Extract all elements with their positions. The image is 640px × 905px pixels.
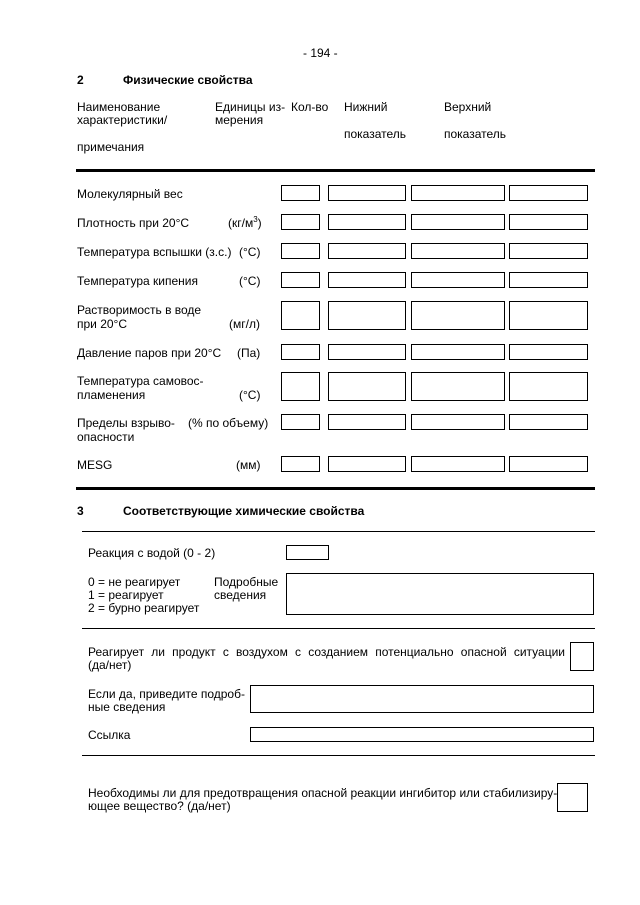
row-label: Пределы взрыво- — [77, 416, 175, 430]
field[interactable] — [328, 185, 406, 201]
field[interactable] — [328, 344, 406, 360]
water-scale-0: 0 = не реагирует — [88, 575, 181, 589]
upper-field[interactable] — [509, 214, 588, 230]
upper-field[interactable] — [509, 272, 588, 288]
header-units-line1: Единицы из- — [215, 100, 286, 114]
field[interactable] — [328, 272, 406, 288]
row-label: MESG — [77, 458, 113, 472]
unit-text: (кг/м — [228, 216, 254, 230]
lower-field[interactable] — [411, 272, 505, 288]
unit-close: ) — [257, 216, 262, 230]
lower-field[interactable] — [411, 243, 505, 259]
upper-field[interactable] — [509, 344, 588, 360]
section-2-number: 2 — [77, 73, 84, 87]
field[interactable] — [328, 456, 406, 472]
lower-field[interactable] — [411, 214, 505, 230]
lower-field[interactable] — [411, 185, 505, 201]
upper-field[interactable] — [509, 414, 588, 430]
row-unit: (мг/л) — [229, 317, 260, 331]
lower-field[interactable] — [411, 372, 505, 401]
header-lower-line2: показатель — [344, 127, 407, 141]
row-label-line2: при 20°C — [77, 317, 128, 331]
qty-field[interactable] — [281, 301, 320, 330]
if-yes-label-line2: ные сведения — [88, 700, 166, 714]
field[interactable] — [328, 372, 406, 401]
row-unit: (% по объему) — [188, 416, 269, 430]
lower-field[interactable] — [411, 301, 505, 330]
water-details-field[interactable] — [286, 573, 594, 615]
upper-field[interactable] — [509, 456, 588, 472]
details-label-line2: сведения — [214, 588, 267, 602]
upper-field[interactable] — [509, 372, 588, 401]
header-upper-line1: Верхний — [444, 100, 492, 114]
air-question: Реагирует ли продукт с воздухом с созданием потенциально опасной ситуации — [88, 645, 565, 659]
header-name-line2: характеристики/ — [77, 113, 168, 127]
header-name-line1: Наименование — [77, 100, 161, 114]
lower-field[interactable] — [411, 456, 505, 472]
field[interactable] — [328, 301, 406, 330]
row-unit — [228, 216, 262, 230]
qty-field[interactable] — [281, 372, 320, 401]
qty-field[interactable] — [281, 214, 320, 230]
if-yes-details-field[interactable] — [250, 685, 594, 713]
section-3-number: 3 — [77, 504, 84, 518]
inhibitor-question-line2: ющее вещество? (да/нет) — [88, 799, 231, 813]
divider — [76, 487, 595, 490]
qty-field[interactable] — [281, 344, 320, 360]
section-3-title: Соответствующие химические свойства — [123, 504, 365, 518]
water-scale-1: 1 = реагирует — [88, 588, 164, 602]
row-unit: (мм) — [236, 458, 261, 472]
air-answer-field[interactable] — [570, 642, 594, 671]
upper-field[interactable] — [509, 185, 588, 201]
header-name-line3: примечания — [77, 140, 145, 154]
qty-field[interactable] — [281, 414, 320, 430]
row-label: Температура вспышки (з.с.) — [77, 245, 232, 259]
details-label-line1: Подробные — [214, 575, 279, 589]
qty-field[interactable] — [281, 185, 320, 201]
qty-field[interactable] — [281, 272, 320, 288]
divider — [76, 169, 595, 172]
if-yes-label-line1: Если да, приведите подроб- — [88, 687, 245, 701]
row-label: Давление паров при 20°C — [77, 346, 222, 360]
field[interactable] — [328, 243, 406, 259]
divider — [82, 531, 595, 532]
inhibitor-answer-field[interactable] — [557, 783, 588, 812]
inhibitor-question: Необходимы ли для предотвращения опасной реакции ингибитор или стабилизиру- — [88, 786, 558, 800]
field[interactable] — [328, 214, 406, 230]
header-units-line2: мерения — [215, 113, 264, 127]
upper-field[interactable] — [509, 243, 588, 259]
row-label: Молекулярный вес — [77, 187, 183, 201]
row-unit: (°C) — [239, 388, 261, 402]
header-qty: Кол-во — [291, 100, 329, 114]
qty-field[interactable] — [281, 243, 320, 259]
water-scale-2: 2 = бурно реагирует — [88, 601, 200, 615]
divider — [82, 628, 595, 629]
upper-field[interactable] — [509, 301, 588, 330]
row-label-line2: опасности — [77, 430, 135, 444]
water-reaction-field[interactable] — [286, 545, 329, 560]
water-reaction-label: Реакция с водой (0 - 2) — [88, 546, 216, 560]
row-unit: (°C) — [239, 245, 261, 259]
qty-field[interactable] — [281, 456, 320, 472]
section-2-title: Физические свойства — [123, 73, 253, 87]
reference-label: Ссылка — [88, 728, 131, 742]
row-label: Плотность при 20°C — [77, 216, 190, 230]
row-label: Растворимость в воде — [77, 303, 202, 317]
header-lower-line1: Нижний — [344, 100, 388, 114]
reference-field[interactable] — [250, 727, 594, 742]
air-question-line2: (да/нет) — [88, 658, 132, 672]
unit-superscript: 3 — [253, 215, 258, 224]
row-unit: (Па) — [237, 346, 261, 360]
row-label-line2: пламенения — [77, 388, 146, 402]
lower-field[interactable] — [411, 344, 505, 360]
row-label: Температура кипения — [77, 274, 198, 288]
header-upper-line2: показатель — [444, 127, 507, 141]
page-number: - 194 - — [303, 46, 338, 60]
field[interactable] — [328, 414, 406, 430]
divider — [82, 755, 595, 756]
lower-field[interactable] — [411, 414, 505, 430]
row-unit: (°C) — [239, 274, 261, 288]
row-label: Температура самовос- — [77, 374, 204, 388]
